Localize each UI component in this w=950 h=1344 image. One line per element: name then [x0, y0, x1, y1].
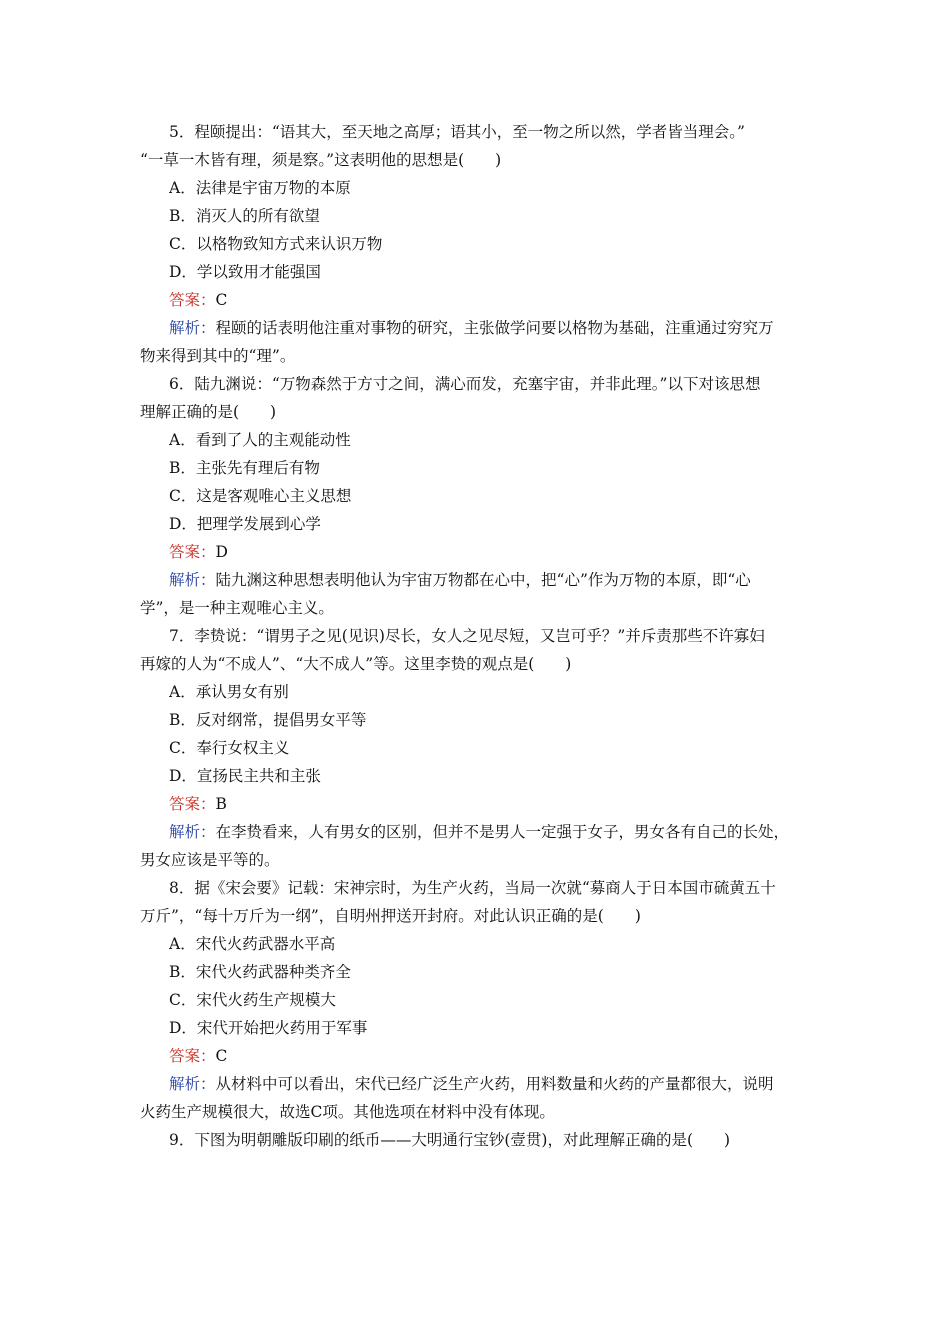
question-5-option-a: A．法律是宇宙万物的本原	[169, 179, 351, 197]
question-7-option-d: D．宣扬民主共和主张	[169, 767, 321, 785]
question-8-option-a: A．宋代火药武器水平高	[169, 935, 336, 953]
question-7-option-b: B．反对纲常，提倡男女平等	[169, 711, 367, 729]
answer-label: 答案：	[169, 543, 216, 561]
question-8-option-d: D．宋代开始把火药用于军事	[169, 1019, 368, 1037]
question-8-option-c: C．宋代火药生产规模大	[169, 991, 336, 1009]
question-7-stem-line-2: 再嫁的人为“不成人”、“大不成人”等。这里李贽的观点是( )	[140, 655, 572, 673]
question-7-option-c: C．奉行女权主义	[169, 739, 290, 757]
question-5-explanation-line-2: 物来得到其中的“理”。	[140, 347, 296, 365]
question-6-stem-line-2: 理解正确的是( )	[140, 403, 277, 421]
answer-value: B	[215, 795, 227, 813]
explanation-text: 陆九渊这种思想表明他认为宇宙万物都在心中，把“心”作为万物的本原，即“心	[215, 571, 751, 589]
question-8-explanation-line-2: 火药生产规模很大，故选C项。其他选项在材料中没有体现。	[140, 1103, 555, 1121]
question-6-stem-line-1: 6．陆九渊说：“万物森然于方寸之间，满心而发，充塞宇宙，并非此理。”以下对该思想	[169, 375, 761, 393]
question-6-option-b: B．主张先有理后有物	[169, 459, 320, 477]
question-7-stem-line-1: 7．李贽说：“谓男子之见(见识)尽长，女人之见尽短，又岂可乎？”并斥责那些不许寡妇	[169, 627, 765, 645]
explanation-label: 解析：	[169, 823, 216, 841]
question-8-stem-line-1: 8．据《宋会要》记载：宋神宗时，为生产火药，当局一次就“募商人于日本国市硫黄五十	[169, 879, 776, 897]
question-8-answer	[169, 1042, 840, 1070]
question-6-option-d: D．把理学发展到心学	[169, 515, 321, 533]
answer-value: C	[215, 291, 228, 309]
answer-label: 答案：	[169, 795, 216, 813]
question-5-option-c: C．以格物致知方式来认识万物	[169, 235, 383, 253]
question-5-stem-line-2: “一草一木皆有理，须是察。”这表明他的思想是( )	[140, 151, 502, 169]
question-6-option-c: C．这是客观唯心主义思想	[169, 487, 352, 505]
question-6-explanation-line-2: 学”，是一种主观唯心主义。	[140, 599, 334, 617]
question-8-option-b: B．宋代火药武器种类齐全	[169, 963, 351, 981]
explanation-label: 解析：	[169, 1075, 216, 1093]
explanation-label: 解析：	[169, 571, 216, 589]
question-6-answer	[169, 538, 840, 566]
question-7-option-a: A．承认男女有别	[169, 683, 289, 701]
question-8-stem-line-2: 万斤”，“每十万斤为一纲”，自明州押送开封府。对此认识正确的是( )	[140, 907, 641, 925]
question-9-stem-line-1: 9．下图为明朝雕版印刷的纸币——大明通行宝钞(壹贯)，对此理解正确的是( )	[169, 1131, 731, 1149]
answer-label: 答案：	[169, 1047, 216, 1065]
question-5-explanation-line-1	[169, 314, 840, 342]
answer-value: D	[215, 543, 228, 561]
question-7-answer	[169, 790, 840, 818]
explanation-label: 解析：	[169, 319, 216, 337]
answer-value: C	[215, 1047, 228, 1065]
question-7-explanation-line-1	[169, 818, 840, 846]
question-5-answer	[169, 286, 840, 314]
explanation-text: 从材料中可以看出，宋代已经广泛生产火药，用料数量和火药的产量都很大，说明	[215, 1075, 774, 1093]
explanation-text: 程颐的话表明他注重对事物的研究，主张做学问要以格物为基础，注重通过穷究万	[215, 319, 774, 337]
question-6-option-a: A．看到了人的主观能动性	[169, 431, 351, 449]
question-7-explanation-line-2: 男女应该是平等的。	[140, 851, 280, 869]
question-5-stem-line-1: 5．程颐提出：“语其大，至天地之高厚；语其小，至一物之所以然，学者皆当理会。”	[169, 123, 745, 141]
question-8-explanation-line-1	[169, 1070, 840, 1098]
question-5-option-d: D．学以致用才能强国	[169, 263, 321, 281]
explanation-text: 在李贽看来，人有男女的区别，但并不是男人一定强于女子，男女各有自己的长处，	[215, 823, 790, 841]
question-5-option-b: B．消灭人的所有欲望	[169, 207, 320, 225]
answer-label: 答案：	[169, 291, 216, 309]
question-6-explanation-line-1	[169, 566, 840, 594]
